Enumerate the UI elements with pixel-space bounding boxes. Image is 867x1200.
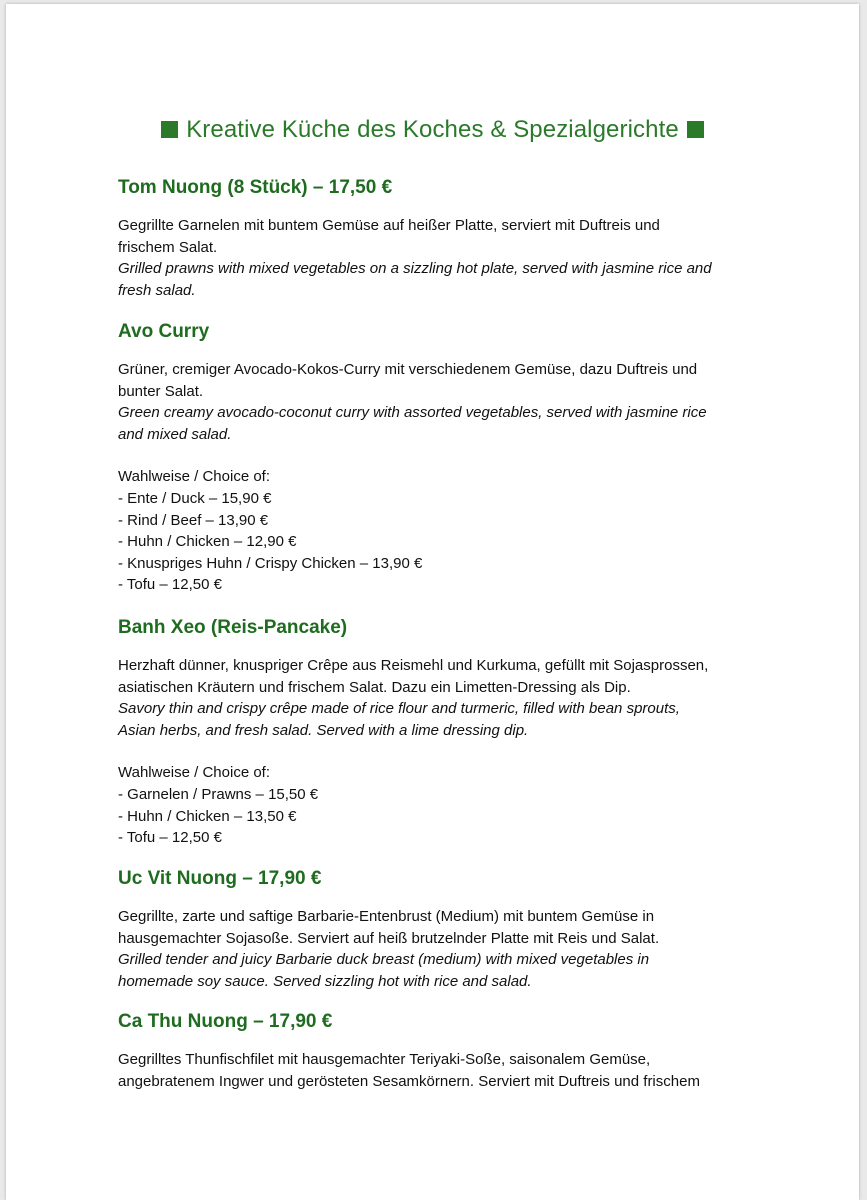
choice-option: - Ente / Duck – 15,90 € — [118, 489, 272, 507]
green-square-icon — [161, 121, 178, 138]
menu-item-banh-xeo — [118, 616, 758, 849]
dish-description-en — [118, 949, 758, 992]
choice-option: - Knuspriges Huhn / Crispy Chicken – 13,90 € — [118, 554, 423, 572]
desc-line: angebratenem Ingwer und gerösteten Sesamkörnern. Serviert mit Duftreis und frischem — [118, 1072, 700, 1090]
choice-option: - Huhn / Chicken – 12,90 € — [118, 533, 297, 551]
menu-item-ca-thu-nuong — [118, 1010, 758, 1092]
desc-line: Savory thin and crispy crêpe made of rice flour and turmeric, filled with bean sprouts, — [118, 700, 680, 718]
desc-line: and mixed salad. — [118, 425, 232, 443]
desc-line: Gegrillte, zarte und saftige Barbarie-Entenbrust (Medium) mit buntem Gemüse in — [118, 908, 655, 925]
desc-line: homemade soy sauce. Served sizzling hot with rice and salad. — [118, 972, 532, 990]
dish-title: Uc Vit Nuong – 17,90 € — [118, 868, 322, 889]
desc-line: Green creamy avocado-coconut curry with assorted vegetables, served with jasmine rice — [118, 404, 707, 422]
green-square-icon — [687, 121, 704, 138]
dish-description-en — [118, 402, 758, 445]
dish-description-en — [118, 258, 758, 301]
desc-line: Grilled tender and juicy Barbarie duck breast (medium) with mixed vegetables in — [118, 951, 650, 969]
menu-page — [6, 4, 859, 1200]
menu-item-tom-nuong — [118, 176, 758, 301]
dish-description-de — [118, 359, 758, 402]
desc-line: frischem Salat. — [118, 238, 218, 256]
page-title — [6, 116, 859, 144]
choice-list — [118, 466, 758, 596]
choice-option: - Tofu – 12,50 € — [118, 576, 222, 594]
desc-line: fresh salad. — [118, 281, 196, 299]
desc-line: Gegrilltes Thunfischfilet mit hausgemachter Teriyaki-Soße, saisonalem Gemüse, — [118, 1051, 651, 1068]
dish-title: Tom Nuong (8 Stück) – 17,50 € — [118, 177, 393, 198]
dish-title: Avo Curry — [118, 321, 210, 342]
choice-option: - Garnelen / Prawns – 15,50 € — [118, 785, 319, 803]
desc-line: Herzhaft dünner, knuspriger Crêpe aus Reismehl und Kurkuma, gefüllt mit Sojasprossen, — [118, 657, 709, 674]
choice-label: Wahlweise / Choice of: — [118, 764, 271, 782]
choice-option: - Huhn / Chicken – 13,50 € — [118, 807, 297, 825]
desc-line: asiatischen Kräutern und frischem Salat. Dazu ein Limetten-Dressing als Dip. — [118, 678, 631, 696]
dish-title: Banh Xeo (Reis-Pancake) — [118, 617, 348, 638]
desc-line: Asian herbs, and fresh salad. Served with a lime dressing dip. — [118, 721, 529, 739]
choice-label: Wahlweise / Choice of: — [118, 468, 271, 486]
desc-line: hausgemachter Sojasoße. Serviert auf heiß brutzelnder Platte mit Reis und Salat. — [118, 929, 660, 947]
dish-description-de — [118, 215, 758, 258]
choice-option: - Rind / Beef – 13,90 € — [118, 511, 269, 529]
menu-item-avo-curry — [118, 320, 758, 596]
dish-description-de — [118, 906, 758, 949]
menu-item-uc-vit-nuong — [118, 867, 758, 992]
desc-line: bunter Salat. — [118, 382, 204, 400]
dish-description-de — [118, 655, 758, 698]
desc-line: Gegrillte Garnelen mit buntem Gemüse auf heißer Platte, serviert mit Duftreis und — [118, 217, 660, 234]
dish-description-de — [118, 1049, 758, 1092]
desc-line: Grüner, cremiger Avocado-Kokos-Curry mit verschiedenem Gemüse, dazu Duftreis und — [118, 361, 698, 378]
dish-description-en — [118, 698, 758, 741]
dish-title: Ca Thu Nuong – 17,90 € — [118, 1011, 333, 1032]
desc-line: Grilled prawns with mixed vegetables on a sizzling hot plate, served with jasmine rice and — [118, 260, 712, 278]
choice-list — [118, 762, 758, 848]
choice-option: - Tofu – 12,50 € — [118, 829, 222, 847]
page-title-text: Kreative Küche des Koches & Spezialgerichte — [186, 116, 679, 143]
